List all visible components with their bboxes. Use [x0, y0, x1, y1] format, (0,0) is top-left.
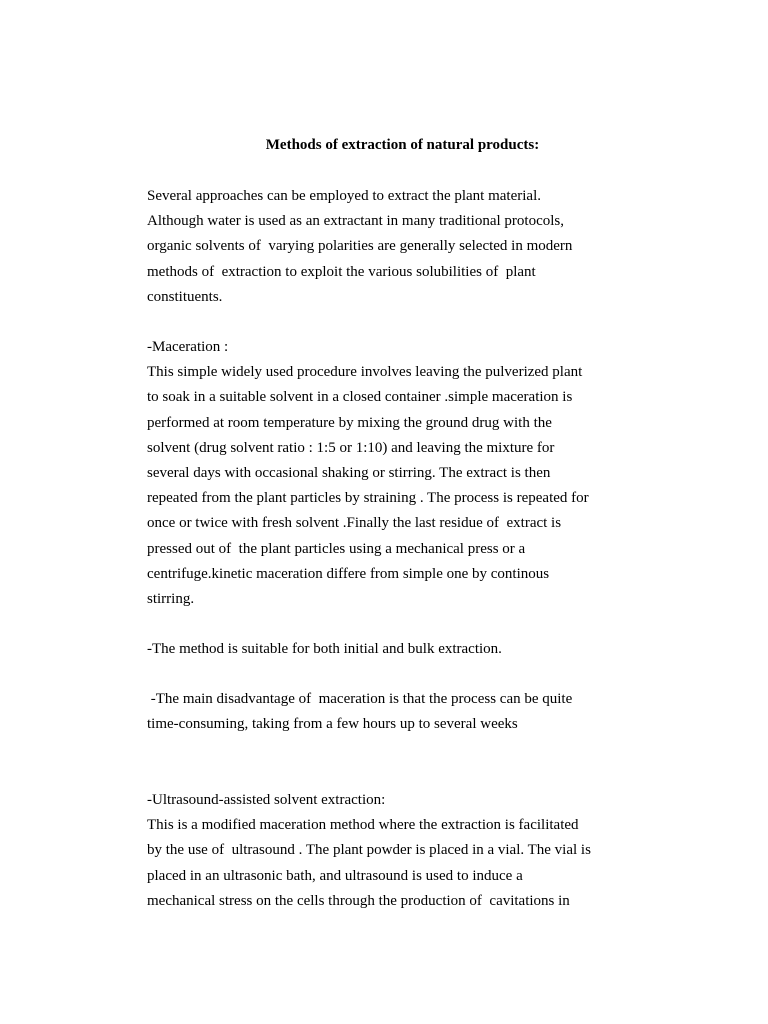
suitability-note: [147, 637, 627, 662]
text-line: organic solvents of varying polarities are generally selected in modern: [147, 238, 573, 255]
text-line: -The main disadvantage of maceration is that the process can be quite: [147, 691, 573, 707]
text-line: centrifuge.kinetic maceration differe from simple one by continous: [147, 565, 550, 582]
text-line: by the use of ultrasound . The plant powder is placed in a vial. The vial is: [147, 842, 591, 859]
text-line: mechanical stress on the cells through the production of cavitations in: [147, 892, 570, 909]
text-line: repeated from the plant particles by straining . The process is repeated for: [147, 490, 589, 507]
text-line: Although water is used as an extractant in many traditional protocols,: [147, 213, 564, 230]
text-line: to soak in a suitable solvent in a closed container .simple maceration is: [147, 389, 573, 406]
text-line: Several approaches can be employed to extract the plant material.: [147, 188, 541, 204]
text-line: once or twice with fresh solvent .Finally the last residue of extract is: [147, 515, 562, 532]
text-line: This is a modified maceration method where the extraction is facilitated: [147, 817, 579, 834]
text-line: -The method is suitable for both initial and bulk extraction.: [147, 641, 502, 657]
disadvantage-note: [147, 687, 627, 737]
section-heading: -Maceration :: [147, 339, 229, 355]
intro-paragraph: [147, 184, 627, 310]
maceration-section: [147, 335, 627, 612]
text-line: placed in an ultrasonic bath, and ultrasound is used to induce a: [147, 867, 523, 884]
section-heading: -Ultrasound-assisted solvent extraction:: [147, 792, 386, 808]
text-line: constituents.: [147, 288, 223, 305]
text-line: time-consuming, taking from a few hours up to several weeks: [147, 716, 518, 733]
ultrasound-section: [147, 788, 627, 914]
text-line: pressed out of the plant particles using a mechanical press or a: [147, 540, 526, 557]
text-line: stirring.: [147, 590, 195, 607]
text-line: several days with occasional shaking or stirring. The extract is then: [147, 464, 551, 481]
text-line: This simple widely used procedure involves leaving the pulverized plant: [147, 364, 583, 381]
text-line: methods of extraction to exploit the various solubilities of plant: [147, 263, 536, 280]
text-line: performed at room temperature by mixing the ground drug with the: [147, 414, 552, 431]
document-title: Methods of extraction of natural products:: [265, 137, 540, 153]
text-line: solvent (drug solvent ratio : 1:5 or 1:10) and leaving the mixture for: [147, 439, 555, 456]
